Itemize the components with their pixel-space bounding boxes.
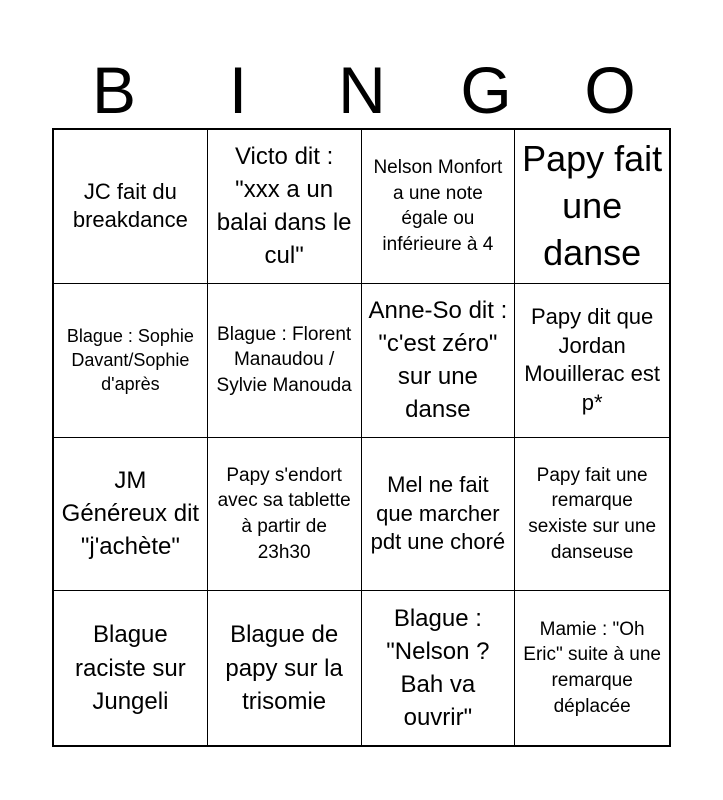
header-letter-o: O	[584, 53, 636, 127]
header-letter-b: B	[91, 53, 137, 127]
bingo-cell-r1c4[interactable]: Papy fait une danse	[515, 130, 669, 284]
bingo-cell-r2c3[interactable]: Anne-So dit : "c'est zéro" sur une danse	[362, 284, 516, 438]
bingo-cell-r1c2[interactable]: Victo dit : "xxx a un balai dans le cul"	[208, 130, 362, 284]
bingo-cell-r3c3[interactable]: Mel ne fait que marcher pdt une choré	[362, 438, 516, 592]
bingo-grid	[52, 128, 671, 747]
bingo-cell-r2c1[interactable]: Blague : Sophie Davant/Sophie d'après	[54, 284, 208, 438]
bingo-cell-r4c2[interactable]: Blague de papy sur la trisomie	[208, 591, 362, 745]
header-letter-g: G	[460, 53, 512, 127]
bingo-cell-r3c4[interactable]: Papy fait une remarque sexiste sur une danseuse	[515, 438, 669, 592]
header-letter-n: N	[338, 53, 386, 127]
bingo-cell-r3c2[interactable]: Papy s'endort avec sa tablette à partir de 23h30	[208, 438, 362, 592]
bingo-cell-r2c4[interactable]: Papy dit que Jordan Mouillerac est p*	[515, 284, 669, 438]
bingo-cell-r1c1[interactable]: JC fait du breakdance	[54, 130, 208, 284]
bingo-cell-r4c4[interactable]: Mamie : "Oh Eric" suite à une remarque déplacée	[523, 618, 661, 717]
bingo-cell-r1c3[interactable]: Nelson Monfort a une note égale ou inférieure à 4	[362, 130, 516, 284]
bingo-cell-r4c1[interactable]: Blague raciste sur Jungeli	[54, 591, 208, 745]
bingo-cell-r2c2[interactable]: Blague : Florent Manaudou / Sylvie Manouda	[208, 284, 362, 438]
bingo-header	[52, 52, 672, 128]
bingo-cell-r3c1[interactable]: JM Généreux dit "j'achète"	[54, 438, 208, 592]
bingo-cell-r4c3[interactable]: Blague : "Nelson ? Bah va ouvrir"	[362, 591, 516, 745]
header-letter-i: I	[228, 53, 248, 127]
